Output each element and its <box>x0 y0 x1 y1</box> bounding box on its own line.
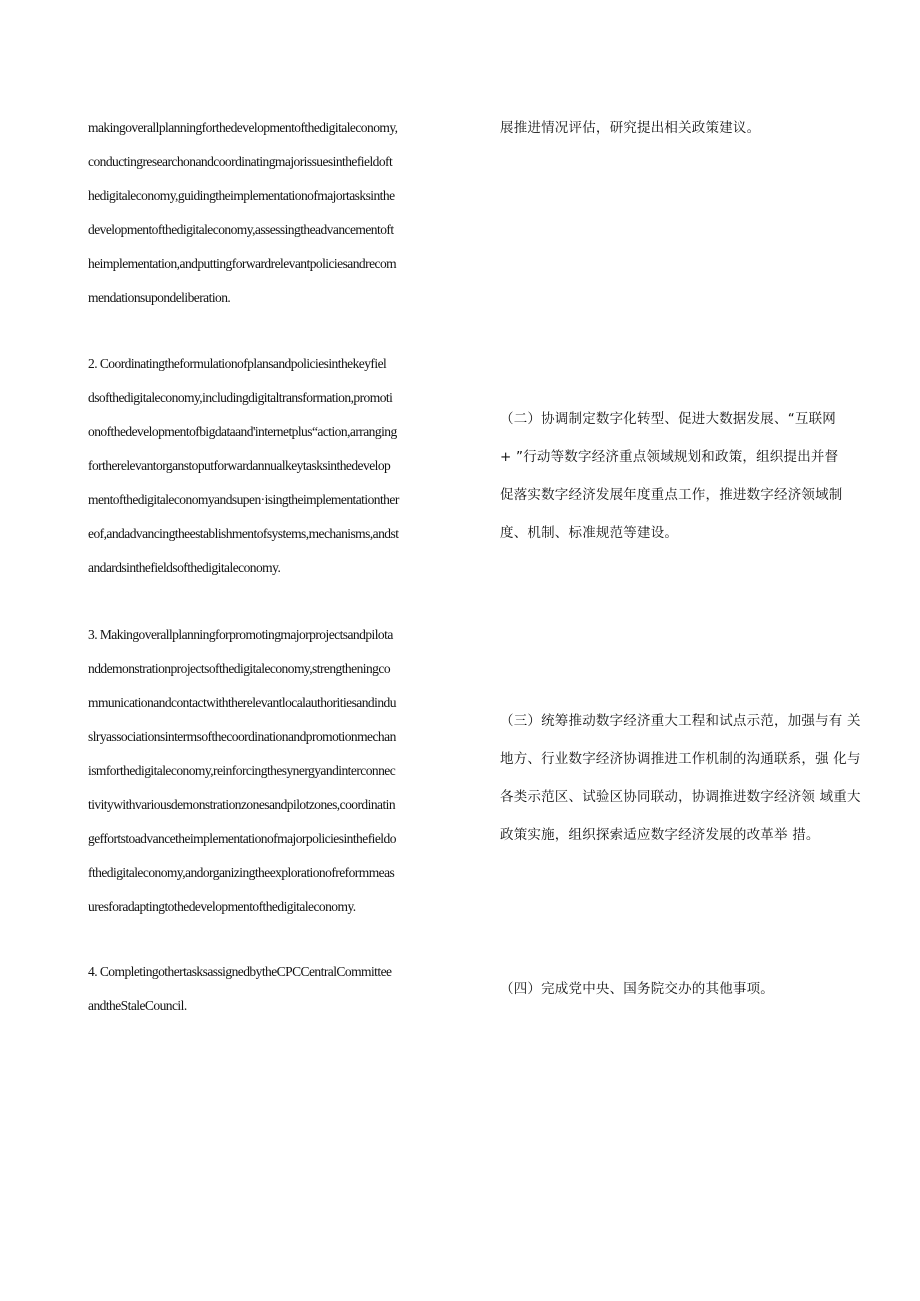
chinese-paragraph-3 <box>500 702 895 854</box>
text-line: nddemonstrationprojectsofthedigitaleconomy,strengtheningco <box>88 661 391 676</box>
text-line: andardsinthefieldsofthedigitaleconomy. <box>88 560 281 575</box>
text-line: makingoverallplanningforthedevelopmentofthedigitaleconomy, <box>88 120 398 135</box>
text-line: （二）协调制定数字化转型、促进大数据发展、“互联网 <box>500 411 836 427</box>
text-line: 政策实施，组织探索适应数字经济发展的改革举 措。 <box>500 827 820 843</box>
text-line: uresforadaptingtothedevelopmentofthedigitaleconomy. <box>88 899 356 914</box>
text-line: conductingresearchonandcoordinatingmajorissuesinthefieldoft <box>88 154 393 169</box>
text-line: heimplementation,andputtingforwardrelevantpoliciesandrecom <box>88 256 397 271</box>
text-line: 4. CompletingothertasksassignedbytheCPCCentralCommittee <box>88 964 392 979</box>
text-line: + ”行动等数字经济重点领域规划和政策，组织提出并督 <box>500 449 839 465</box>
text-line: fortherelevantorganstoputforwardannualkeytasksinthedevelop <box>88 458 391 473</box>
chinese-paragraph-1 <box>500 109 895 147</box>
text-line: 3. Makingoverallplanningforpromotingmajorprojectsandpilota <box>88 627 393 642</box>
text-line: eof,andadvancingtheestablishmentofsystems,mechanisms,andst <box>88 526 399 541</box>
text-line: slryassociationsintermsofthecoordinationandpromotionmechan <box>88 729 396 744</box>
text-line: mentofthedigitaleconomyandsupen·isingtheimplementationther <box>88 492 399 507</box>
chinese-paragraph-2 <box>500 400 895 552</box>
text-line: onofthedevelopmentofbigdataand'internetplus“action,arranging <box>88 424 397 439</box>
text-line: 2. Coordinatingtheformulationofplansandpoliciesinthekeyfiel <box>88 356 387 371</box>
text-line: 展推进情况评估，研究提出相关政策建议。 <box>500 120 761 136</box>
english-paragraph-3 <box>88 618 488 924</box>
text-line: geffortstoadvancetheimplementationofmajorpoliciesinthefieldo <box>88 831 396 846</box>
text-line: 各类示范区、试验区协同联动，协调推进数字经济领 域重大 <box>500 789 861 805</box>
text-line: 度、机制、标准规范等建设。 <box>500 525 679 541</box>
text-line: （三）统筹推动数字经济重大工程和试点示范，加强与有 关 <box>500 713 861 729</box>
text-line: （四）完成党中央、国务院交办的其他事项。 <box>500 981 774 997</box>
english-paragraph-1 <box>88 111 488 315</box>
text-line: 促落实数字经济发展年度重点工作，推进数字经济领域制 <box>500 487 843 503</box>
text-line: mendationsupondeliberation. <box>88 290 231 305</box>
english-paragraph-2 <box>88 347 488 585</box>
text-line: tivitywithvariousdemonstrationzonesandpilotzones,coordinatin <box>88 797 396 812</box>
text-line: dsofthedigitaleconomy,includingdigitaltransformation,promoti <box>88 390 393 405</box>
text-line: hedigitaleconomy,guidingtheimplementationofmajortasksinthe <box>88 188 395 203</box>
text-line: fthedigitaleconomy,andorganizingtheexplorationofreformmeas <box>88 865 395 880</box>
text-line: ismforthedigitaleconomy,reinforcingthesynergyandinterconnec <box>88 763 396 778</box>
text-line: 地方、行业数字经济协调推进工作机制的沟通联系，强 化与 <box>500 751 861 767</box>
text-line: developmentofthedigitaleconomy,assessingtheadvancementoft <box>88 222 394 237</box>
chinese-paragraph-4 <box>500 970 895 1008</box>
text-line: andtheStaleCouncil. <box>88 998 187 1013</box>
text-line: mmunicationandcontactwiththerelevantlocalauthoritiesandindu <box>88 695 396 710</box>
english-paragraph-4 <box>88 955 488 1023</box>
